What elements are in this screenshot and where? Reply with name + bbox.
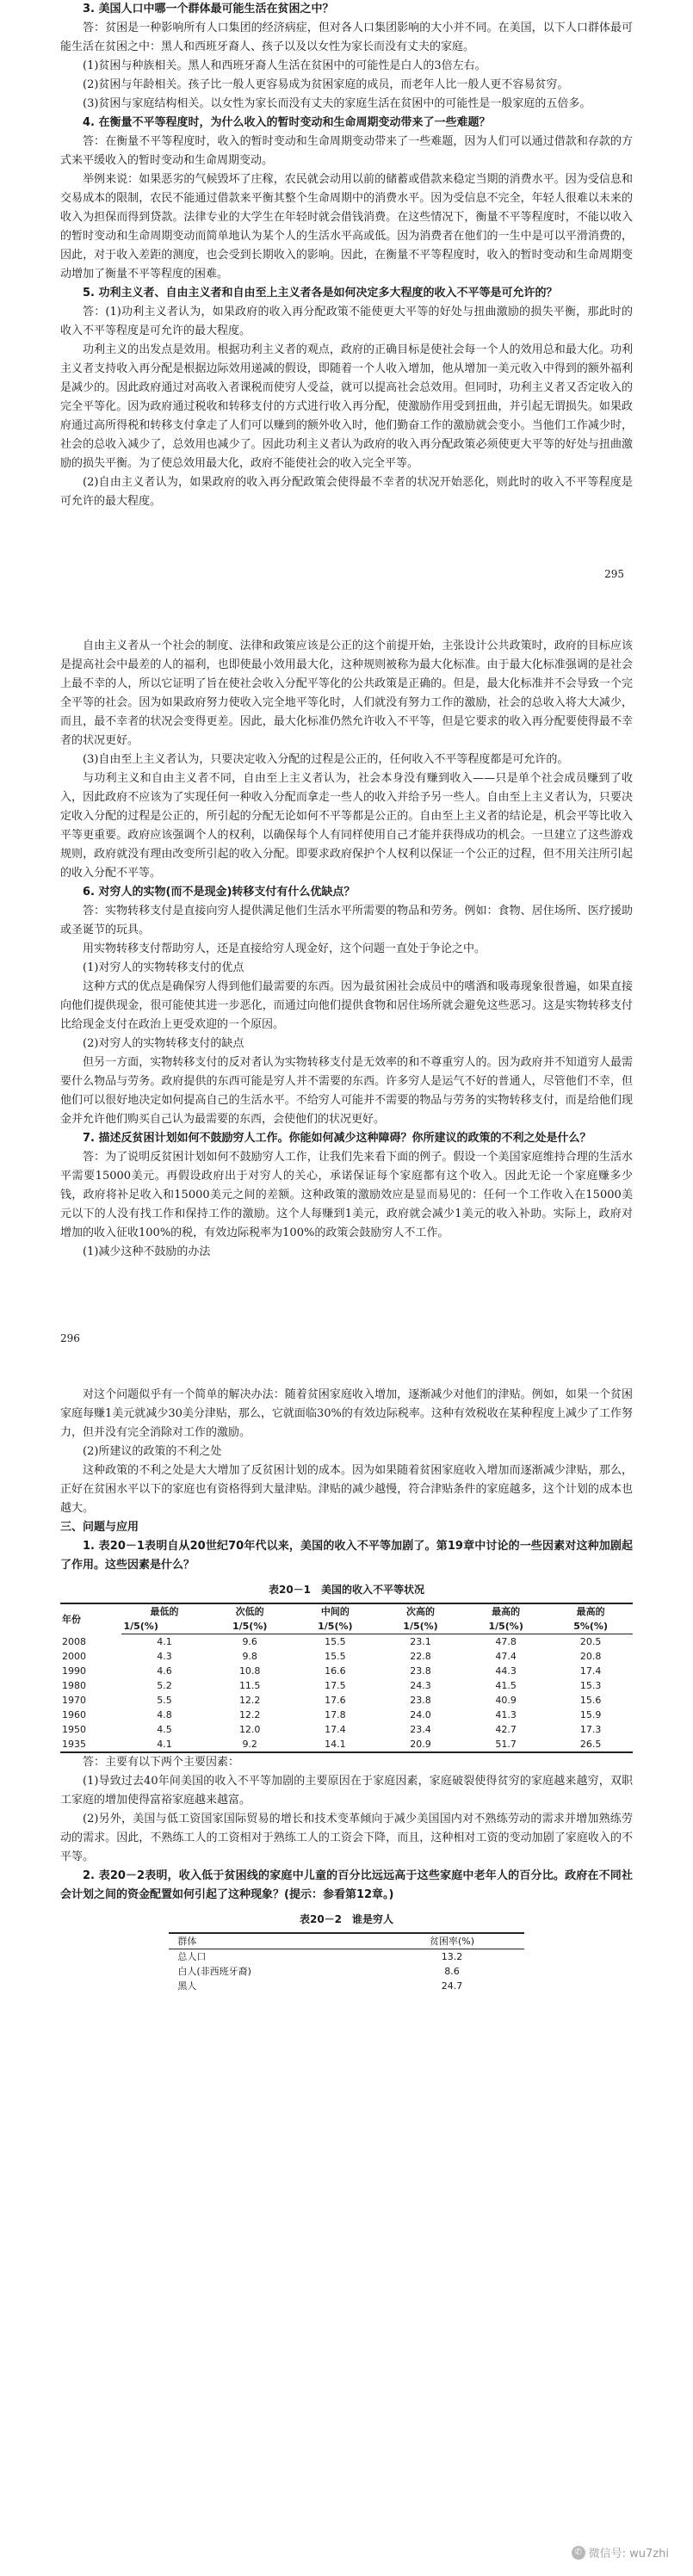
- table-cell-value: 20.9: [378, 1737, 463, 1752]
- table-cell-rate: 13.2: [441, 1951, 463, 1962]
- table-cell-value: 12.2: [238, 1709, 261, 1720]
- application-1-answer: 答：主要有以下两个主要因素：: [83, 1756, 240, 1769]
- table-row: [60, 1678, 633, 1693]
- table-cell-rate: 8.6: [444, 1966, 460, 1977]
- table-cell-value: 17.4: [579, 1665, 602, 1677]
- table-row: [60, 1634, 633, 1650]
- page-297: [0, 1386, 693, 2576]
- table-cell-value: 23.8: [410, 1665, 431, 1677]
- table-row: [60, 1737, 633, 1752]
- table-cell-value: 9.6: [242, 1636, 257, 1647]
- table-20-2-caption: 表20－2 谁是穷人: [299, 1913, 394, 1925]
- section-title: 三、问题与应用: [60, 1521, 139, 1534]
- question-4-answer: 答：在衡量不平等程度时，收入的暂时变动和生命周期变动带来了一些难题，因为人们可以通过借款和存款的方式来平缓收入的暂时变动和生命周期变动。: [60, 135, 633, 167]
- question-7-answer: 答：为了说明反贫困计划如何不鼓励穷人工作，让我们先来看下面的例子。假设一个美国家庭维持合理的生活水平需要15000美元。再假设政府出于对穷人的关心，承诺保证每个家庭都有这个收入。因此无论一个家庭赚多少钱，政府将补足收入和15000美元之间的差额。这种政策的激励效应是显而易见的：任何一个工作收入在15000美元以下的人没有找工作和保持工作的激励。这个人每赚到1美元，政府就会减少1美元的收入补助。实际上，政府对增加的收入征收100%的税，有效边际税率为100%的政策会鼓励穷人不工作。: [60, 1151, 633, 1239]
- table-cell-value: 11.5: [238, 1680, 261, 1691]
- question-6-advantages-heading: (1)对穷人的实物转移支付的优点: [83, 961, 244, 974]
- table-cell-value: 40.9: [495, 1695, 517, 1706]
- question-3-point-2: (2)贫困与年龄相关。孩子比一般人更容易成为贫困家庭的成员，而老年人比一般人更不容易贫穷。: [83, 78, 569, 91]
- table-cell-value: 5.2: [157, 1680, 172, 1691]
- page-295: [0, 0, 693, 594]
- table-header-row: [60, 1603, 633, 1619]
- question-6-answer: 答：实物转移支付是直接向穷人提供满足他们生活水平所需要的物品和劳务。例如：食物、居住场所、医疗援助或圣诞节的玩具。: [60, 905, 633, 936]
- table-col-header: 中间的: [293, 1603, 378, 1619]
- table-header-row: [169, 1933, 523, 1949]
- table-cell-value: 23.4: [410, 1724, 431, 1735]
- question-6-disadvantages-text: 但另一方面，实物转移支付的反对者认为实物转移支付是无效率的和不尊重穷人的。因为政府并不知道穷人最需要什么物品与劳务。政府提供的东西可能是穷人并不需要的东西。许多穷人是运气不好的普通人，尽管他们不幸，但他们可以很好地决定如何提高自己的生活水平。不给穷人可能并不需要的物品与劳务的实物转移支付，而是给他们现金并允许他们购买自己认为最需要的东西，会使他们的状况更好。: [60, 1056, 633, 1126]
- table-subheader-row: [60, 1619, 633, 1634]
- question-6-disadvantages-heading: (2)对穷人的实物转移支付的缺点: [83, 1037, 244, 1050]
- page-296: [0, 637, 693, 1351]
- table-cell-value: 4.3: [157, 1651, 172, 1662]
- table-cell-value: 15.6: [579, 1695, 602, 1706]
- table-col-subheader: 1/5(%): [378, 1619, 463, 1634]
- table-cell-value: 26.5: [548, 1737, 633, 1752]
- table-cell-value: 4.8: [157, 1709, 172, 1720]
- table-cell-value: 20.5: [579, 1636, 602, 1647]
- application-1-title: 1. 表20－1表明自从20世纪70年代以来，美国的收入不平等加剧了。第19章中讨论的一些因素对这种加剧起了作用。这些因素是什么？: [60, 1540, 633, 1572]
- table-col-header: 最低的: [121, 1603, 207, 1619]
- question-5-utilitarian: 功利主义的出发点是效用。根据功利主义者的观点，政府的正确目标是使社会每一个人的效用总和最大化。功利主义者支持收入再分配是根据边际效用递减的假设，即随着一个人收入增加，他从增加一美元收入中得到的额外福利是减少的。因此政府通过对高收入者课税而使穷人受益，就可以提高社会总效用。但同时，功利主义者又否定收入的完全平等化。因为政府通过税收和转移支付的方式进行收入再分配，使激励作用受到扭曲，并引起无谓损失。如果政府通过高所得税和转移支付拿走了人们可以赚到的额外收入时，他们勤奋工作的激励就会变小。当他们工作减少时，社会的总收入减少了，总效用也减少了。因此功利主义者认为政府的收入再分配政策必须使更大平等的好处与扭曲激励的损失平衡。为了使总效用最大化，政府不能使社会的收入完全平等。: [60, 343, 633, 470]
- table-cell-value: 5.5: [157, 1695, 172, 1706]
- table-cell-value: 17.3: [579, 1724, 602, 1735]
- application-1-point-2: (2)另外，美国与低工资国家国际贸易的增长和技术变革倾向于减少美国国内对不熟练劳动的需求并增加熟练劳动的需求。因此，不熟练工人的工资相对于熟练工人的工资会下降，而且，这种相对工资的变动加剧了家庭收入的不平等。: [60, 1813, 633, 1863]
- question-7-point-1: (1)减少这种不鼓励的办法: [83, 1245, 211, 1258]
- question-6-advantages-text: 这种方式的优点是确保穷人得到他们最需要的东西。因为最贫困社会成员中的嗜酒和吸毒现象很普遍，如果直接向他们提供现金，很可能使其进一步恶化，而通过向他们提供食物和居住场所就会避免这些恶习。这是实物转移支付比给现金支付在政治上更受欢迎的一个原因。: [60, 980, 633, 1031]
- table-row: [60, 1649, 633, 1664]
- question-3-point-3: (3)贫困与家庭结构相关。以女性为家长而没有丈夫的家庭生活在贫困中的可能性是一般家庭的五倍多。: [83, 97, 591, 110]
- table-col-header: 最高的: [463, 1603, 548, 1619]
- table-cell-year: 1990: [62, 1665, 86, 1677]
- table-row: [60, 1722, 633, 1737]
- table-cell-value: 12.0: [238, 1724, 261, 1735]
- page-number-295: 295: [604, 568, 624, 580]
- table-cell-value: 23.8: [410, 1695, 431, 1706]
- table-cell-value: 44.3: [495, 1665, 517, 1677]
- libertarian-point: (3)自由至上主义者认为，只要决定收入分配的过程是公正的，任何收入不平等程度都是可允许的。: [83, 753, 569, 766]
- application-1-point-1: (1)导致过去40年间美国的收入不平等加剧的主要原因在于家庭因素，家庭破裂使得贫穷的家庭越来越穷，双职工家庭的增加使得富裕家庭越来越富。: [60, 1775, 633, 1807]
- question-7-title: 7. 描述反贫困计划如何不鼓励穷人工作。你能如何减少这种障碍？你所建议的政策的不利之处是什么？: [83, 1132, 591, 1145]
- question-6-continuation: 用实物转移支付帮助穷人，还是直接给穷人现金好，这个问题一直处于争论之中。: [83, 942, 486, 955]
- table-cell-value: 4.1: [121, 1737, 207, 1752]
- table-cell-value: 17.6: [325, 1695, 346, 1706]
- table-20-2-body: [169, 1949, 523, 1994]
- table-cell-year: 1980: [62, 1680, 86, 1691]
- table-col-group: 群体: [169, 1933, 380, 1949]
- table-20-1: [60, 1603, 633, 1753]
- question-5-answer: 答：(1)功利主义者认为，如果政府的收入再分配政策不能使更大平等的好处与扭曲激励的损失平衡，那此时的收入不平等程度是可允许的最大程度。: [60, 306, 633, 337]
- wechat-icon: ✆: [572, 2546, 585, 2560]
- watermark-text: 微信号: wu7zhi: [588, 2548, 669, 2561]
- table-cell-value: 41.5: [495, 1680, 517, 1691]
- table-cell-value: 17.5: [325, 1680, 346, 1691]
- table-cell-value: 15.3: [579, 1680, 602, 1691]
- liberal-paragraph: 自由主义者从一个社会的制度、法律和政策应该是公正的这个前提开始，主张设计公共政策时，政府的目标应该是提高社会中最差的人的福利，也即使最小效用最大化，这种规则被称为最大化标准。由于最大化标准强调的是社会上最不幸的人，所以它证明了旨在使社会收入分配平等化的公共政策是正确的。但是，最大化标准并不会导致一个完全平等的社会。因为如果政府努力使收入完全地平等化时，人们就没有努力工作的激励，社会的总收入将大大减少，而且，最不幸者的状况会变得更差。因此，最大化标准仍然允许收入不平等，但是它要求的收入再分配要使得最不幸者的状况更好。: [60, 639, 633, 747]
- page-number-296: 296: [60, 1332, 80, 1344]
- table-cell-value: 23.1: [410, 1636, 431, 1647]
- table-cell-value: 12.2: [238, 1695, 261, 1706]
- table-cell-value: 9.2: [207, 1737, 293, 1752]
- table-cell-value: 10.8: [238, 1665, 261, 1677]
- table-row: [169, 1964, 523, 1979]
- table-cell-value: 42.7: [495, 1724, 517, 1735]
- table-cell-group: 黑人: [177, 1980, 197, 1992]
- table-col-subheader: 5%(%): [548, 1619, 633, 1634]
- table-cell-value: 22.8: [410, 1651, 431, 1662]
- table-row: [169, 1979, 523, 1993]
- question-3-point-1: (1)贫困与种族相关。黑人和西班牙裔人生活在贫困中的可能性是白人的3倍左右。: [83, 59, 486, 72]
- question-4-title: 4. 在衡量不平等程度时，为什么收入的暂时变动和生命周期变动带来了一些难题？: [83, 116, 491, 129]
- table-cell-value: 20.8: [579, 1651, 602, 1662]
- table-col-subheader: 1/5(%): [207, 1619, 293, 1634]
- table-cell-value: 15.5: [325, 1651, 346, 1662]
- question-3-title: 3. 美国人口中哪一个群体最可能生活在贫困之中？: [83, 3, 334, 15]
- table-cell-value: 17.8: [325, 1709, 346, 1720]
- table-cell-year: 1935: [60, 1737, 121, 1752]
- table-col-header: 最高的: [548, 1603, 633, 1619]
- table-col-subheader: 1/5(%): [293, 1619, 378, 1634]
- table-cell-rate: 24.7: [441, 1980, 463, 1992]
- question-6-title: 6. 对穷人的实物(而不是现金)转移支付有什么优缺点？: [83, 886, 356, 899]
- table-cell-value: 4.1: [157, 1636, 172, 1647]
- table-row: [60, 1664, 633, 1678]
- watermark: [572, 2544, 669, 2561]
- table-cell-value: 16.6: [325, 1665, 346, 1677]
- table-cell-group: 总人口: [177, 1951, 207, 1962]
- table-cell-value: 24.0: [410, 1709, 431, 1720]
- table-col-rate: 贫困率(%): [380, 1933, 523, 1949]
- policy-drawback-text: 这种政策的不利之处是大大增加了反贫困计划的成本。因为如果随着贫困家庭收入增加而逐渐减少津贴，那么，正好在贫困水平以下的家庭也有资格得到大量津贴。津贴的减少越慢，符合津贴条件的家庭越多，这个计划的成本也越大。: [60, 1464, 633, 1515]
- table-col-subheader: 1/5(%): [121, 1619, 207, 1634]
- table-cell-value: 17.4: [325, 1724, 346, 1735]
- table-cell-year: 1960: [62, 1709, 86, 1720]
- table-20-1-caption: 表20－1 美国的收入不平等状况: [268, 1584, 425, 1596]
- table-col-header: 次低的: [207, 1603, 293, 1619]
- table-cell-value: 9.8: [242, 1651, 257, 1662]
- table-cell-year: 1950: [62, 1724, 86, 1735]
- table-cell-group: 白人(非西班牙裔): [177, 1966, 251, 1977]
- table-row: [60, 1693, 633, 1708]
- table-cell-value: 15.5: [325, 1636, 346, 1647]
- table-col-header: 次高的: [378, 1603, 463, 1619]
- table-cell-year: 2000: [62, 1651, 86, 1662]
- table-cell-value: 47.8: [495, 1636, 517, 1647]
- table-cell-value: 51.7: [463, 1737, 548, 1752]
- table-col-year: 年份: [60, 1603, 121, 1634]
- table-20-1-body: [60, 1634, 633, 1753]
- libertarian-paragraph: 与功利主义和自由主义者不同，自由至上主义者认为，社会本身没有赚到收入——只是单个社会成员赚到了收入，因此政府不应该为了实现任何一种收入分配而拿走一些人的收入并给予另一些人。自由至上主义者认为，只要决定收入分配的过程是公正的，所引起的分配无论如何不平等都是公正的。自由至上主义者的结论是，机会平等比收入平等更重要。政府应该强调个人的权利，以确保每个人有同样使用自己才能并获得成功的机会。一旦建立了这些游戏规则，政府就没有理由改变所引起的收入分配。即要求政府保护个人权利以保证一个公正的过程，但不用关注所引起的收入分配不平等。: [60, 772, 633, 880]
- table-cell-value: 4.6: [157, 1665, 172, 1677]
- table-row: [169, 1949, 523, 1965]
- table-cell-value: 41.3: [495, 1709, 517, 1720]
- question-3-answer: 答：贫困是一种影响所有人口集团的经济病症，但对各人口集团影响的大小并不同。在美国，以下人口群体最可能生活在贫困之中：黑人和西班牙裔人、孩子以及以女性为家长而没有丈夫的家庭。: [60, 22, 633, 53]
- table-row: [60, 1708, 633, 1722]
- table-cell-year: 2008: [62, 1635, 86, 1647]
- table-cell-value: 47.4: [495, 1651, 517, 1662]
- table-cell-value: 15.9: [579, 1709, 602, 1720]
- application-2-title: 2. 表20－2表明，收入低于贫困线的家庭中儿童的百分比远远高于这些家庭中老年人的百分比。政府在不同社会计划之间的资金配置如何引起了这种现象？(提示：参看第12章。): [60, 1869, 633, 1901]
- question-5-title: 5. 功利主义者、自由主义者和自由至上主义者各是如何决定多大程度的收入不平等是可允许的？: [83, 287, 558, 300]
- table-20-2: [169, 1932, 523, 1993]
- solution-paragraph: 对这个问题似乎有一个简单的解决办法：随着贫困家庭收入增加，逐渐减少对他们的津贴。例如，如果一个贫困家庭每赚1美元就减少30美分津贴，那么，它就面临30%的有效边际税率。这种有效税收在某种程度上减少了工作努力，但并没有完全消除对工作的激励。: [60, 1388, 633, 1439]
- question-4-example: 举例来说：如果恶劣的气候毁坏了庄稼，农民就会动用以前的储蓄或借款来稳定当期的消费水平。因为受信息和交易成本的限制，农民不能通过借款来平衡其整个生命周期中的消费水平。因为受信息不完全，年轻人很难以未来的收入为担保而得到贷款。法律专业的大学生在年轻时就会借钱消费。在这些情况下，衡量不平等程度时，不能以收入的暂时变动和生命周期变动而简单地认为某个人的生活水平高或低。因为消费者在他们的一生中是可以平滑消费的，因此，对于收入差距的测度，也会受到长期收入的影响。因此，在衡量不平等程度时，收入的暂时变动和生命周期变动增加了衡量不平等程度的困难。: [60, 173, 633, 281]
- table-cell-value: 24.3: [410, 1680, 431, 1691]
- policy-drawback-heading: (2)所建议的政策的不利之处: [83, 1445, 222, 1458]
- table-cell-value: 14.1: [293, 1737, 378, 1752]
- table-col-subheader: 1/5(%): [463, 1619, 548, 1634]
- question-5-liberal: (2)自由主义者认为，如果政府的收入再分配政策会使得最不幸者的状况开始恶化，则此时的收入不平等程度是可允许的最大程度。: [60, 476, 633, 508]
- table-cell-year: 1970: [62, 1695, 86, 1706]
- table-cell-value: 4.5: [157, 1724, 172, 1735]
